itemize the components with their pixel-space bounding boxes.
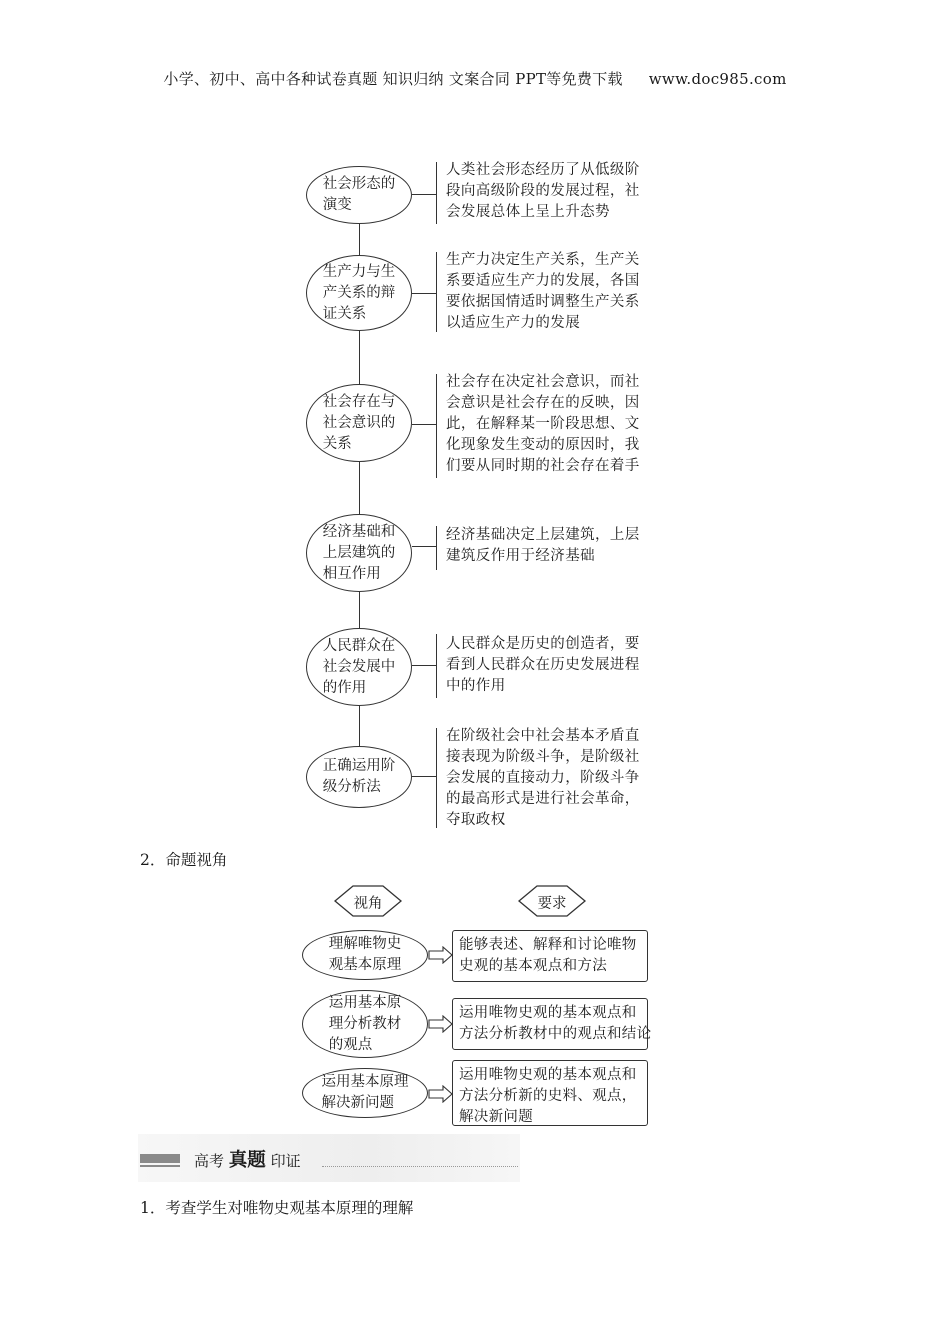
banner-dotted-line (322, 1166, 518, 1167)
banner-title (194, 1146, 301, 1172)
flow-node-1-title: 社会形态的 演变 (322, 176, 396, 213)
requirement-box-1: 能够表述、解释和讨论唯物 史观的基本观点和方法 (452, 930, 648, 982)
connector (412, 194, 436, 195)
connector (412, 546, 436, 547)
header-site: www.doc985.com (648, 70, 787, 88)
bracket (436, 374, 437, 478)
flow-node-3-desc: 社会存在决定社会意识，而社 会意识是社会存在的反映，因 此，在解释某一阶段思想、文 化现象发生变动的原因时，我 们要从同时期的社会存在着手 (446, 374, 640, 474)
flow-node-3 (306, 384, 412, 462)
arrow-right-icon (428, 1085, 454, 1103)
angle-2: 运用基本原 理分析教材 的观点 (328, 994, 402, 1053)
angle-3: 运用基本原理 解决新问题 (321, 1074, 409, 1111)
arrow-right-icon (428, 946, 454, 964)
banner-prefix: 高考 (194, 1152, 225, 1170)
flow-node-3-title: 社会存在与 社会意识的 关系 (322, 393, 396, 452)
bracket (436, 634, 437, 698)
page-header (0, 68, 950, 89)
banner-bold: 真题 (228, 1150, 266, 1171)
flow-node-2-title: 生产力与生 产关系的辩 证关系 (322, 263, 396, 322)
angle-oval-3 (302, 1068, 428, 1118)
angle-oval-2 (302, 990, 428, 1058)
flow-node-6 (306, 746, 412, 808)
connector (412, 776, 436, 777)
flow-node-6-title: 正确运用阶 级分析法 (322, 758, 396, 795)
flow-node-1 (306, 166, 412, 224)
flow-node-5 (306, 628, 412, 706)
banner-bar-icon (140, 1154, 180, 1163)
bracket (436, 728, 437, 828)
flow-node-4 (306, 514, 412, 592)
requirement-box-3: 运用唯物史观的基本观点和 方法分析新的史料、观点， 解决新问题 (452, 1060, 648, 1126)
banner-suffix: 印证 (270, 1152, 301, 1170)
angle-oval-1 (302, 930, 428, 980)
bracket (436, 526, 437, 570)
requirement-box-2: 运用唯物史观的基本观点和 方法分析教材中的观点和结论 (452, 998, 648, 1050)
flow-node-2 (306, 255, 412, 331)
connector (412, 424, 436, 425)
angle-1: 理解唯物史 观基本原理 (328, 936, 402, 973)
connector (412, 665, 436, 666)
banner-underline (140, 1165, 180, 1167)
flow-node-5-title: 人民群众在 社会发展中 的作用 (322, 637, 396, 696)
section-title-perspective: 2．命题视角 (140, 851, 228, 869)
flow-node-4-desc: 经济基础决定上层建筑，上层 建筑反作用于经济基础 (446, 527, 640, 564)
arrow-right-icon (428, 1015, 454, 1033)
header-requirement: 要求 (537, 896, 567, 912)
bracket (436, 252, 437, 332)
flow-node-5-desc: 人民群众是历史的创造者，要 看到人民群众在历史发展进程 中的作用 (446, 636, 640, 694)
header-text: 小学、初中、高中各种试卷真题 知识归纳 文案合同 PPT等免费下载 (163, 70, 623, 88)
flow-node-6-desc: 在阶级社会中社会基本矛盾直 接表现为阶级斗争，是阶级社 会发展的直接动力，阶级斗争 的最高形式是进行社会革命， 夺取政权 (446, 728, 640, 828)
flow-node-2-desc: 生产力决定生产关系，生产关 系要适应生产力的发展，各国 要依据国情适时调整生产关系 以适应生产力的发展 (446, 252, 640, 331)
flow-node-1-desc: 人类社会形态经历了从低级阶 段向高级阶段的发展过程，社 会发展总体上呈上升态势 (446, 162, 640, 220)
flow-node-4-title: 经济基础和 上层建筑的 相互作用 (322, 523, 396, 582)
header-angle: 视角 (353, 896, 383, 912)
section-title-exam: 1．考查学生对唯物史观基本原理的理解 (140, 1199, 414, 1217)
connector (412, 293, 436, 294)
bracket (436, 162, 437, 224)
